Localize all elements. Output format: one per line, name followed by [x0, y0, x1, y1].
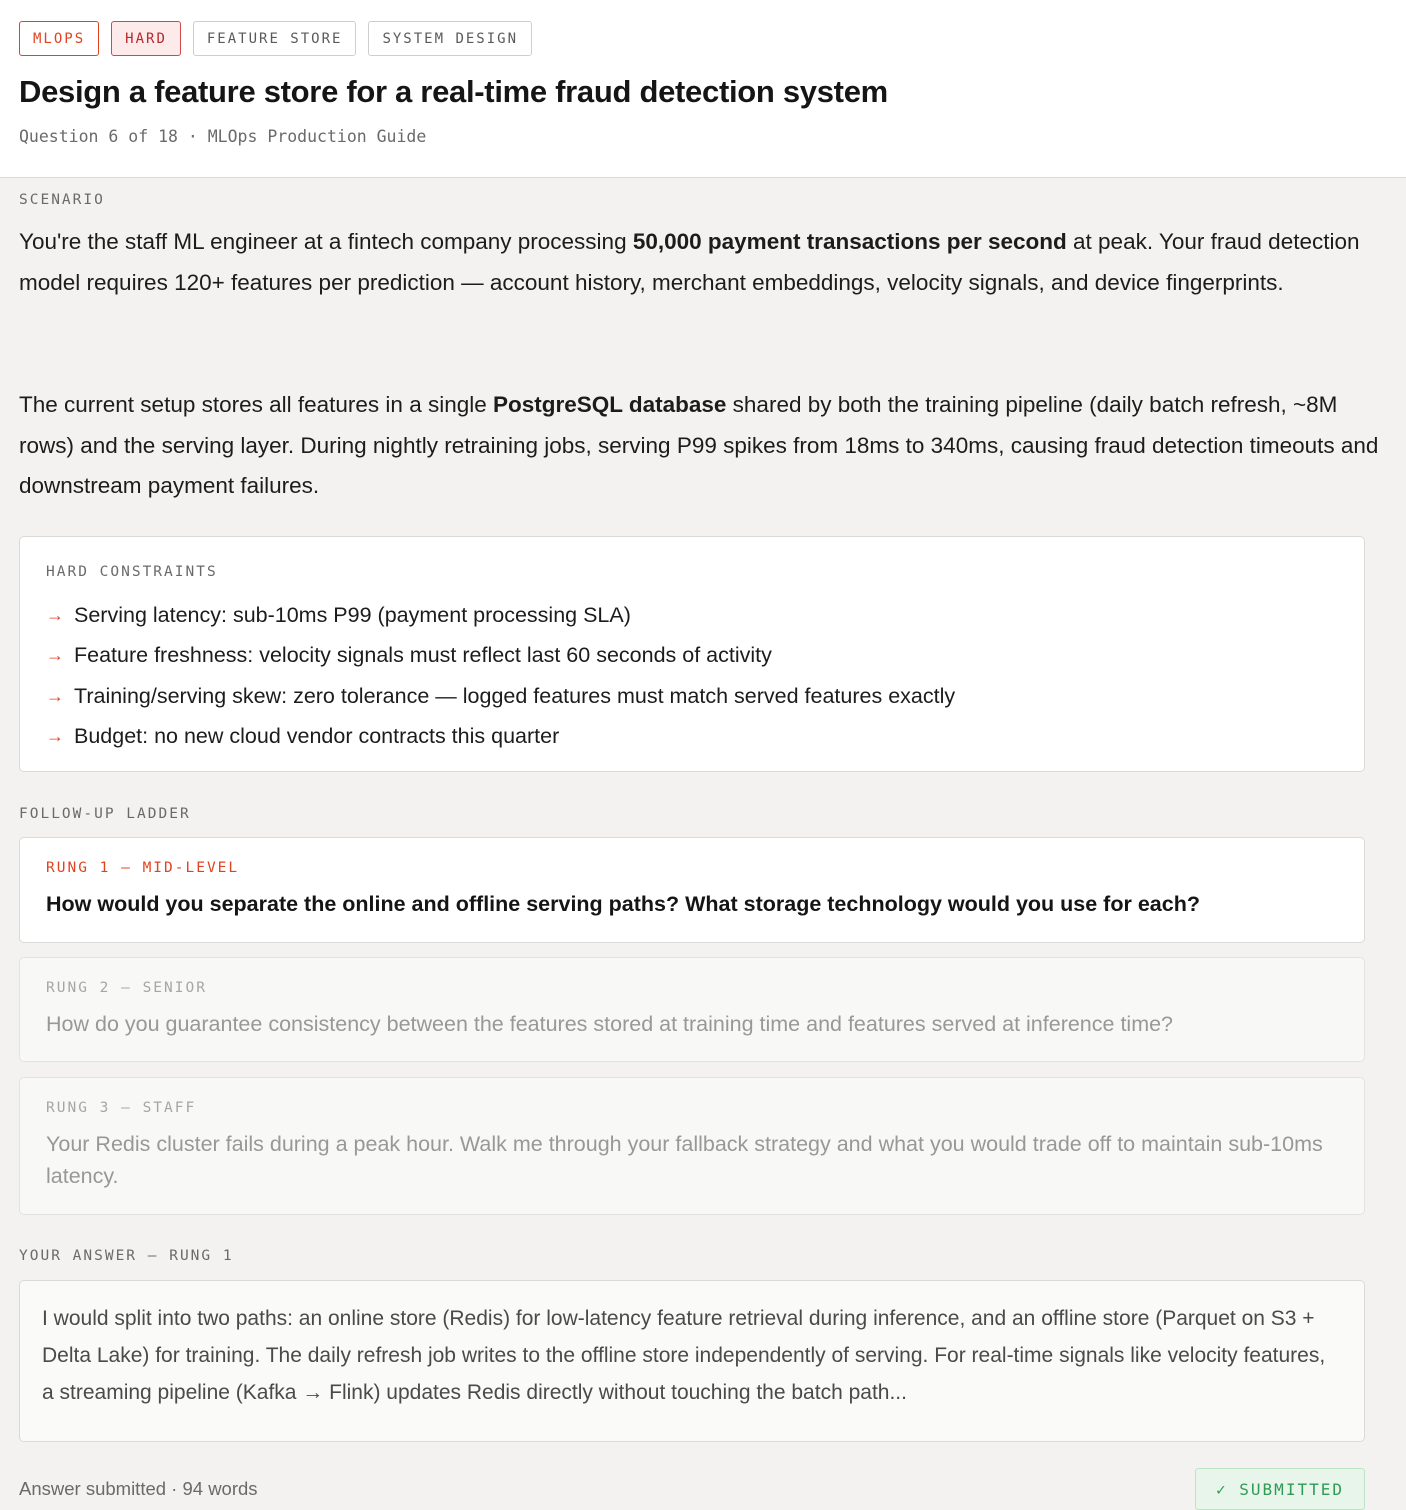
scenario-paragraph-1: [19, 222, 1379, 303]
follow-up-ladder-label: FOLLOW-UP LADDER: [19, 806, 191, 822]
tag-mlops[interactable]: MLOPS: [19, 21, 99, 56]
scenario-p1-text: You're the staff ML engineer at a fintech company processing: [19, 229, 633, 254]
constraint-item: [46, 635, 955, 675]
constraint-text: Budget: no new cloud vendor contracts this quarter: [74, 723, 560, 748]
rung-2-label: RUNG 2 — SENIOR: [46, 980, 207, 996]
your-answer-label: YOUR ANSWER — RUNG 1: [19, 1248, 234, 1264]
rung-3-label: RUNG 3 — STAFF: [46, 1100, 197, 1116]
rung-1-question: How would you separate the online and offline serving paths? What storage technology would you use for each?: [46, 892, 1200, 916]
rung-1-label: RUNG 1 — MID-LEVEL: [46, 860, 240, 876]
constraint-item: [46, 716, 955, 756]
tag-list: [19, 21, 532, 56]
answer-text[interactable]: I would split into two paths: an online store (Redis) for low-latency feature retrieval during inference, and an offline store (Parquet on S3 + Delta Lake) for training. The daily refresh job writes to the offline store independently of serving. For real-time signals like velocity features, a streaming pipeline (Kafka → Flink) updates Redis directly without touching the batch path...: [42, 1307, 1326, 1404]
scenario-paragraph-2: [19, 385, 1379, 507]
arrow-right-icon: →: [46, 605, 64, 625]
scenario-p1-highlight: 50,000 payment transactions per second: [632, 229, 1067, 254]
answer-textarea[interactable]: [19, 1280, 1365, 1442]
answer-status: Answer submitted · 94 words: [19, 1478, 258, 1499]
scenario-label: SCENARIO: [19, 192, 105, 208]
hard-constraints-card: [19, 536, 1365, 772]
scenario-p2-text: The current setup stores all features in a single: [19, 392, 493, 417]
rung-1-card[interactable]: [19, 837, 1365, 943]
constraint-text: Feature freshness: velocity signals must reflect last 60 seconds of activity: [74, 643, 772, 668]
arrow-right-icon: →: [46, 725, 64, 746]
tag-difficulty-hard[interactable]: HARD: [111, 21, 181, 56]
rung-3-question: Your Redis cluster fails during a peak hour. Walk me through your fallback strategy and what you would trade off to maintain sub-10ms latency.: [46, 1132, 1323, 1188]
constraint-item: [46, 595, 955, 635]
constraints-label: HARD CONSTRAINTS: [46, 564, 218, 580]
rung-2-card[interactable]: [19, 957, 1365, 1062]
tag-feature-store[interactable]: FEATURE STORE: [193, 21, 357, 56]
scenario-p1-text-end: at peak. Your fraud detection model requires 120+ features per prediction — account history, merchant embeddings, velocity signals, and device fingerprints.: [19, 229, 1360, 295]
arrow-right-icon: →: [46, 645, 64, 666]
constraints-list: [46, 595, 955, 756]
question-progress: Question 6 of 18 · MLOps Production Guide: [19, 127, 427, 146]
question-title: Design a feature store for a real-time fraud detection system: [19, 74, 888, 109]
rung-3-card[interactable]: [19, 1077, 1365, 1215]
rung-2-question: How do you guarantee consistency between the features stored at training time and features served at inference time?: [46, 1012, 1174, 1036]
arrow-right-icon: →: [46, 685, 64, 706]
constraint-text: Training/serving skew: zero tolerance — logged features must match served features exactly: [74, 683, 956, 708]
scenario-p2-highlight: PostgreSQL database: [493, 392, 727, 417]
question-header: [0, 0, 1406, 178]
constraint-text: Serving latency: sub-10ms P99 (payment processing SLA): [74, 603, 631, 627]
submitted-badge: ✓ SUBMITTED: [1195, 1468, 1365, 1510]
tag-system-design[interactable]: SYSTEM DESIGN: [368, 21, 532, 56]
constraint-item: [46, 676, 955, 716]
scenario-p2-text-end: shared by both the training pipeline (daily batch refresh, ~8M rows) and the serving layer. During nightly retraining jobs, serving P99 spikes from 18ms to 340ms, causing fraud detection timeouts and downstream payment failures.: [19, 392, 1379, 499]
